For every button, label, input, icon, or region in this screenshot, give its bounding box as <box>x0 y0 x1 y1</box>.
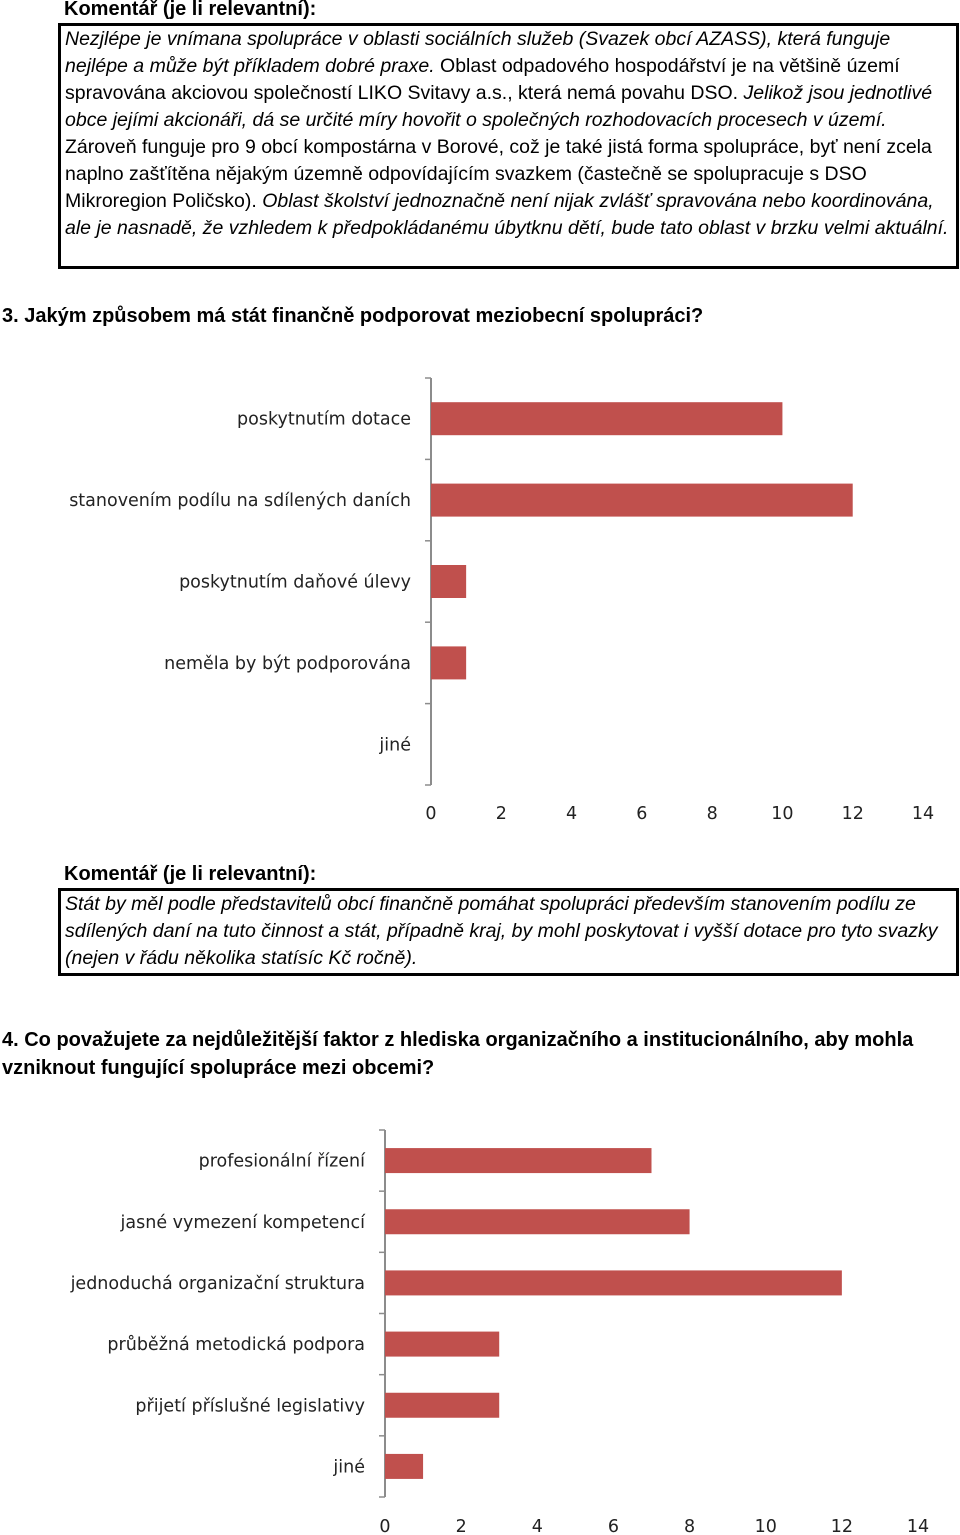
category-label: stanovením podílu na sdílených daních <box>69 491 411 512</box>
comment-text-1b: Oblast odpadového hospodářství je na většině území spravována akciovou společností LIKO Svitavy a.s., která nemá povahu DSO. <box>65 55 900 104</box>
x-tick-label: 0 <box>379 1517 391 1535</box>
category-label: poskytnutím dotace <box>237 409 411 430</box>
category-label: jiné <box>379 735 411 756</box>
bar-1 <box>385 1148 652 1173</box>
x-tick-label: 2 <box>495 804 507 824</box>
bar-4 <box>431 646 466 679</box>
bar-2 <box>385 1209 690 1234</box>
chart-question-4 <box>0 1125 960 1535</box>
question-4: 4. Co považujete za nejdůležitější faktor z hlediska organizačního a institucionálního, aby mohla vzniknout fungující spolupráce mezi obcemi? <box>2 1029 914 1079</box>
bar-3 <box>431 565 466 598</box>
x-tick-label: 4 <box>531 1517 543 1535</box>
x-tick-label: 6 <box>636 804 648 824</box>
category-label: přijetí příslušné legislativy <box>135 1396 365 1417</box>
bar-1 <box>431 402 782 435</box>
x-tick-label: 14 <box>906 1517 930 1535</box>
comment-text-1d: Zároveň funguje pro 9 obcí kompostárna v Borové, což je také jistá forma spolupráce, byť není zcela naplno zašťítěna nějakým územně odpovídajícím svazkem (častečně se spolupracuje s DSO Mikroregion Poličsko). <box>65 136 932 212</box>
bar-3 <box>385 1270 842 1295</box>
comment-text-2: Stát by měl podle představitelů obcí finančně pomáhat spolupráci především stanovením podílu ze sdílených daní na tuto činnost a stát, případně kraj, by mohl poskytovat i vyšší dotace pro tyto svazky (nejen v řádu několika statísíc Kč ročně). <box>65 893 938 969</box>
comment-text-1c: Jelikož jsou jednotlivé obce jejími akcionáři, dá se určité míry hovořit o společných rozhodovacích procesech v území. <box>65 82 933 131</box>
category-label: jasné vymezení kompetencí <box>120 1212 365 1233</box>
category-label: průběžná metodická podpora <box>107 1335 365 1356</box>
bar-2 <box>431 484 853 517</box>
category-label: poskytnutím daňové úlevy <box>179 572 411 593</box>
x-tick-label: 4 <box>566 804 578 824</box>
x-tick-label: 8 <box>706 804 718 824</box>
x-tick-label: 12 <box>830 1517 853 1535</box>
x-tick-label: 0 <box>425 804 437 824</box>
x-tick-label: 14 <box>911 804 935 824</box>
category-label: profesionální řízení <box>198 1151 365 1172</box>
x-tick-label: 10 <box>771 804 794 824</box>
question-3: 3. Jakým způsobem má stát finančně podporovat meziobecní spolupráci? <box>2 305 704 327</box>
x-tick-label: 6 <box>607 1517 619 1535</box>
bar-5 <box>385 1393 499 1418</box>
comment-heading-2: Komentář (je li relevantní): <box>64 863 317 885</box>
comment-box-1 <box>58 23 959 269</box>
category-label: jednoduchá organizační struktura <box>70 1273 365 1294</box>
comment-box-2 <box>58 888 959 976</box>
bar-4 <box>385 1332 499 1357</box>
comment-text-1a: Nezjlépe je vnímana spolupráce v oblasti sociálních služeb (Svazek obcí AZASS), která funguje nejlépe a může být příkladem dobré praxe. <box>65 28 891 77</box>
comment-text-1e: Oblast školství jednoznačně není nijak zvlášť spravována nebo koordinována, ale je nasnadě, že vzhledem k předpokládanému úbytknu dětí, bude tato oblast v brzku velmi aktuální. <box>65 190 949 239</box>
x-tick-label: 10 <box>754 1517 777 1535</box>
x-tick-label: 8 <box>684 1517 696 1535</box>
category-label: neměla by být podporována <box>164 653 411 674</box>
x-tick-label: 2 <box>455 1517 467 1535</box>
category-label: jiné <box>333 1457 365 1478</box>
bar-6 <box>385 1454 423 1479</box>
chart-question-3 <box>0 370 960 850</box>
x-tick-label: 12 <box>841 804 864 824</box>
comment-heading-1: Komentář (je li relevantní): <box>64 0 317 20</box>
